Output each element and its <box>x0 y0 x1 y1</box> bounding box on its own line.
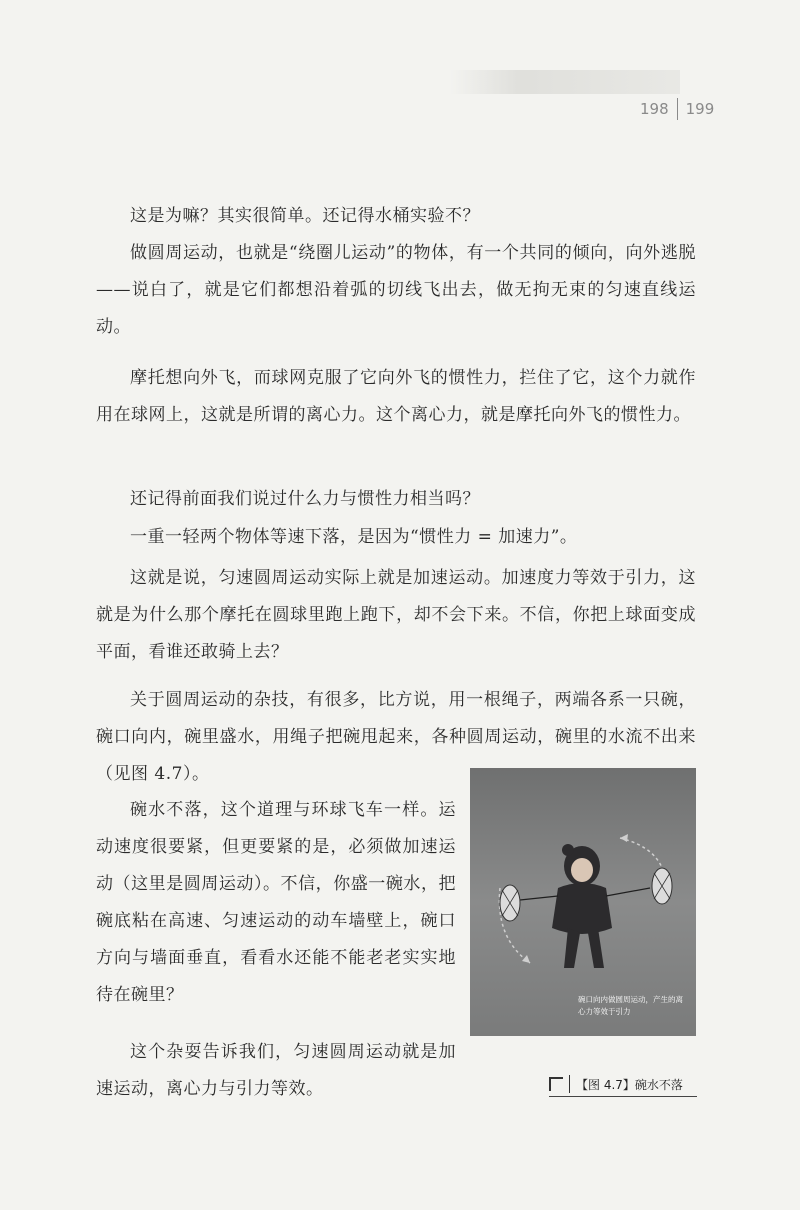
figure-inner-caption: 碗口向内做圆周运动，产生的离心力等效于引力 <box>578 995 683 1016</box>
page-number-right: 199 <box>685 100 715 118</box>
header-decoration <box>450 70 680 94</box>
paragraph-4: 还记得前面我们说过什么力与惯性力相当吗？ <box>130 489 480 509</box>
paragraph-9: 这个杂耍告诉我们，匀速圆周运动就是加速运动，离心力与引力等效。 <box>96 1042 456 1099</box>
page-number-divider <box>677 98 678 120</box>
figure-label <box>549 1072 697 1097</box>
figure-4-7-photo <box>470 768 696 1036</box>
corner-arrow-icon <box>549 1077 563 1091</box>
paragraph-8: 碗水不落，这个道理与环球飞车一样。运动速度很要紧，但更要紧的是，必须做加速运动（这里是圆周运动）。不信，你盛一碗水，把碗底粘在高速、匀速运动的动车墙壁上，碗口方向与墙面垂直，看看水还能不能老老实实地待在碗里？ <box>96 800 456 1005</box>
left-bowl <box>500 885 520 921</box>
figure-label-divider <box>569 1075 570 1093</box>
figure-label-text: 【图 4.7】碗水不落 <box>576 1077 683 1092</box>
right-bowl <box>652 868 672 904</box>
paragraph-3: 摩托想向外飞，而球网克服了它向外飞的惯性力，拦住了它，这个力就作用在球网上，这就是所谓的离心力。这个离心力，就是摩托向外飞的惯性力。 <box>96 368 696 425</box>
page-numbers <box>640 96 750 122</box>
paragraph-6: 这就是说，匀速圆周运动实际上就是加速运动。加速度力等效于引力，这就是为什么那个摩托在圆球里跑上跑下，却不会下来。不信，你把上球面变成平面，看谁还敢骑上去？ <box>96 568 696 662</box>
paragraph-5: 一重一轻两个物体等速下落，是因为“惯性力 = 加速力”。 <box>130 527 578 547</box>
page-number-left: 198 <box>640 100 669 118</box>
paragraph-1: 这是为嘛？其实很简单。还记得水桶实验不？ <box>130 206 480 226</box>
paragraph-2: 做圆周运动，也就是“绕圈儿运动”的物体，有一个共同的倾向，向外逃脱——说白了，就是它们都想沿着弧的切线飞出去，做无拘无束的匀速直线运动。 <box>96 243 696 337</box>
paragraph-7: 关于圆周运动的杂技，有很多，比方说，用一根绳子，两端各系一只碗，碗口向内，碗里盛水，用绳子把碗甩起来，各种圆周运动，碗里的水流不出来（见图 4.7）。 <box>96 690 696 784</box>
